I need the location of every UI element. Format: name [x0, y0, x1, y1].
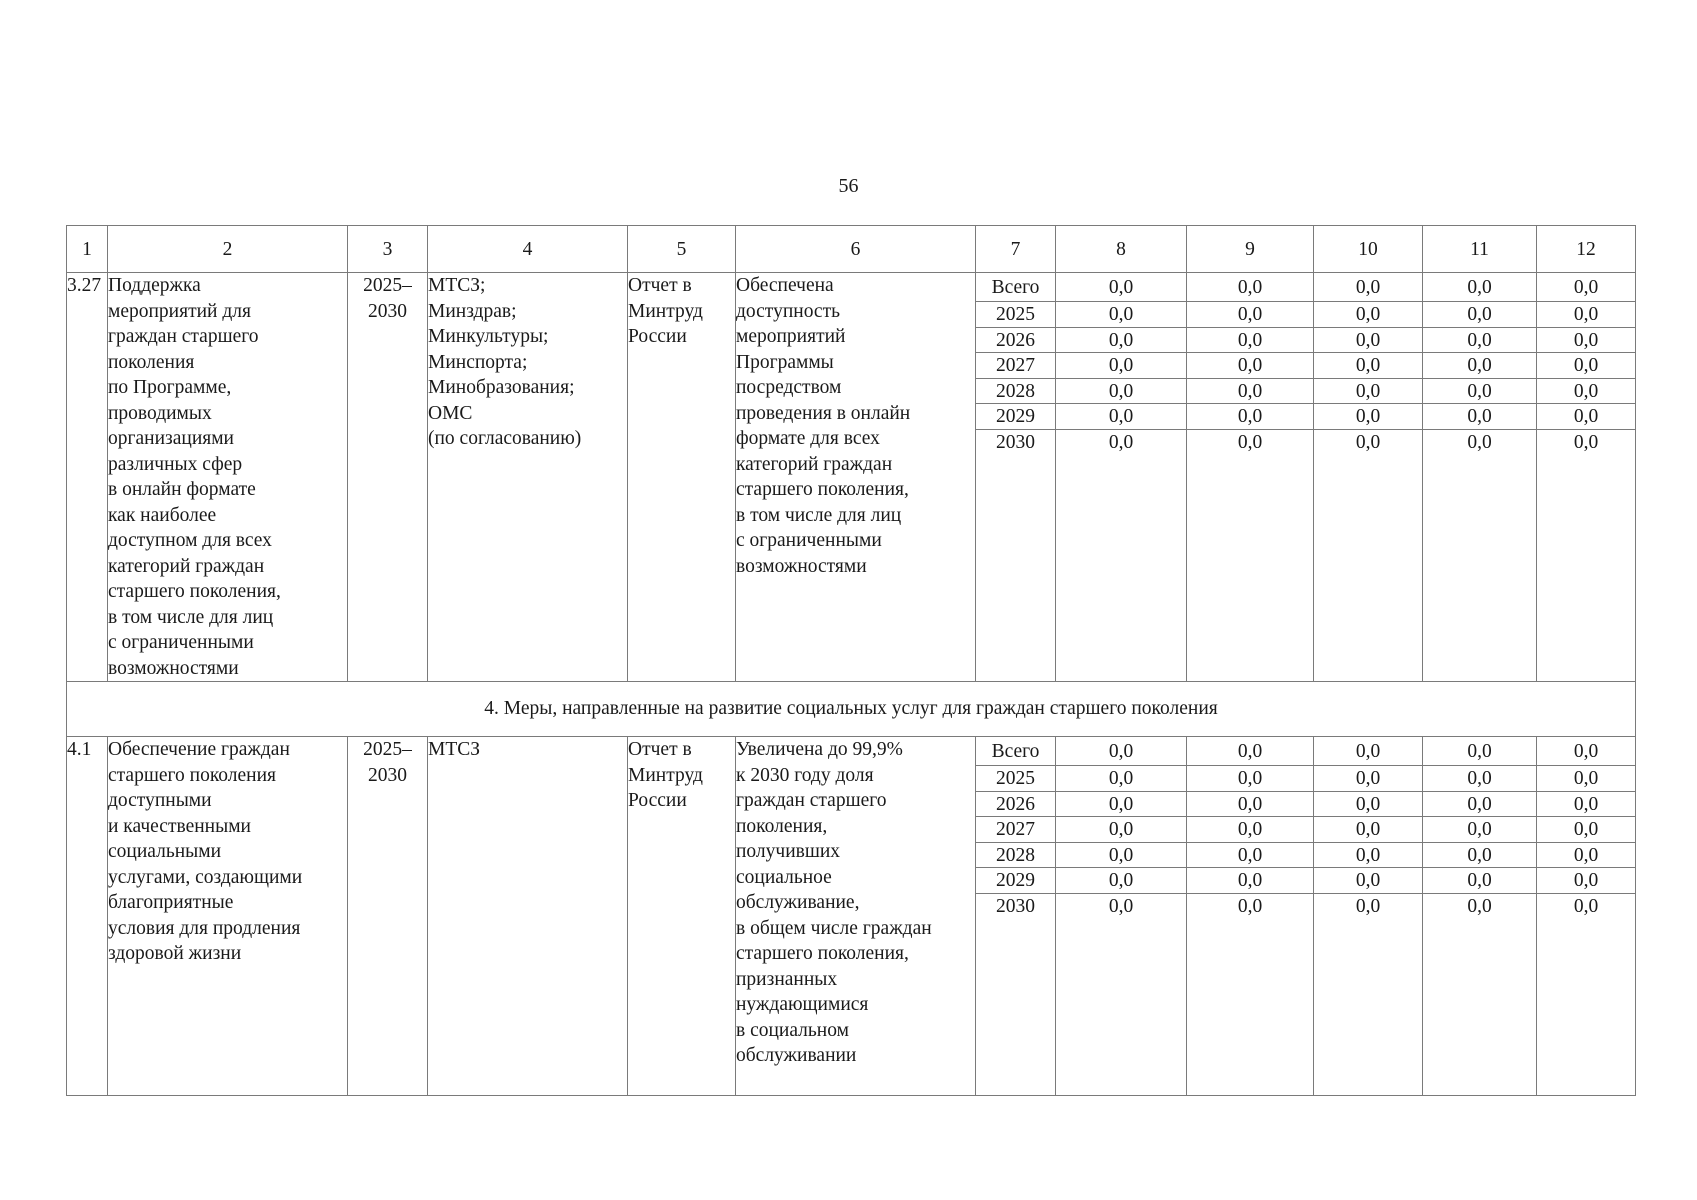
funding-value: 0,0 [1187, 737, 1313, 766]
funding-value: 0,0 [1187, 817, 1313, 843]
funding-cell [1314, 737, 1423, 1096]
funding-value: 0,0 [1187, 302, 1313, 328]
funding-cell [1537, 737, 1636, 1096]
funding-value: 0,0 [1537, 273, 1635, 302]
page-number: 56 [838, 175, 859, 197]
funding-cell [1187, 737, 1314, 1096]
funding-value: 0,0 [1314, 353, 1422, 379]
funding-value: 0,0 [1056, 404, 1186, 430]
funding-value: 0,0 [1537, 302, 1635, 328]
funding-value: 0,0 [1355, 895, 1381, 917]
funding-value: 0,0 [1056, 273, 1186, 302]
measure-id: 3.27 [67, 273, 108, 682]
year-labels-cell [976, 737, 1056, 1096]
column-number: 9 [1187, 226, 1314, 273]
funding-cell [1423, 737, 1537, 1096]
year-label: 2027 [976, 353, 1055, 379]
funding-value: 0,0 [1314, 302, 1422, 328]
funding-cell [1056, 273, 1187, 682]
funding-value: 0,0 [1423, 273, 1536, 302]
funding-value: 0,0 [1108, 895, 1134, 917]
funding-value: 0,0 [1056, 766, 1186, 792]
column-number: 10 [1314, 226, 1423, 273]
funding-value: 0,0 [1187, 766, 1313, 792]
year-label: 2028 [976, 379, 1055, 405]
measure-name: Обеспечение граждан старшего поколения доступными и качественными социальными услугами, создающими благоприятные условия для продления здоровой жизни [108, 737, 348, 1096]
funding-value: 0,0 [1537, 404, 1635, 430]
program-measures-table [66, 225, 1636, 1096]
measure-result: Обеспечена доступность мероприятий Программы посредством проведения в онлайн формате для всех категорий граждан старшего поколения, в том числе для лиц с ограниченными возможностями [736, 273, 976, 682]
measure-report: Отчет в Минтруд России [628, 737, 736, 1096]
measure-period: 2025– 2030 [348, 737, 428, 1096]
measure-id: 4.1 [67, 737, 108, 1096]
funding-value: 0,0 [1423, 766, 1536, 792]
measure-report: Отчет в Минтруд России [628, 273, 736, 682]
funding-value: 0,0 [1187, 353, 1313, 379]
column-number: 7 [976, 226, 1056, 273]
funding-cell [1056, 737, 1187, 1096]
funding-value: 0,0 [1314, 404, 1422, 430]
funding-value: 0,0 [1423, 737, 1536, 766]
funding-value: 0,0 [1537, 737, 1635, 766]
funding-value: 0,0 [1314, 328, 1422, 354]
column-number: 2 [108, 226, 348, 273]
funding-value: 0,0 [1423, 792, 1536, 818]
column-number: 12 [1537, 226, 1636, 273]
measure-executors: МТСЗ; Минздрав; Минкультуры; Минспорта; Минобразования; ОМС (по согласованию) [428, 273, 628, 682]
funding-value: 0,0 [1314, 766, 1422, 792]
year-label: 2029 [976, 404, 1055, 430]
funding-value: 0,0 [1537, 817, 1635, 843]
column-number: 3 [348, 226, 428, 273]
funding-value: 0,0 [1187, 868, 1313, 894]
funding-value: 0,0 [1187, 379, 1313, 405]
year-label: 2030 [996, 431, 1035, 453]
section-header-row [67, 682, 1636, 737]
funding-value: 0,0 [1537, 353, 1635, 379]
funding-value: 0,0 [1537, 379, 1635, 405]
column-number: 8 [1056, 226, 1187, 273]
funding-value: 0,0 [1573, 431, 1599, 453]
funding-value: 0,0 [1056, 302, 1186, 328]
funding-value: 0,0 [1573, 895, 1599, 917]
funding-cell [1537, 273, 1636, 682]
year-label: 2030 [996, 895, 1035, 917]
section-title: 4. Меры, направленные на развитие социальных услуг для граждан старшего поколения [67, 682, 1636, 737]
year-labels-cell [976, 273, 1056, 682]
funding-value: 0,0 [1056, 379, 1186, 405]
column-number: 11 [1423, 226, 1537, 273]
funding-value: 0,0 [1537, 328, 1635, 354]
table-row [67, 737, 1636, 1096]
funding-value: 0,0 [1187, 792, 1313, 818]
column-number-row [67, 226, 1636, 273]
year-label: 2027 [976, 817, 1055, 843]
funding-value: 0,0 [1108, 431, 1134, 453]
funding-value: 0,0 [1237, 895, 1263, 917]
funding-value: 0,0 [1187, 843, 1313, 869]
funding-value: 0,0 [1537, 792, 1635, 818]
funding-value: 0,0 [1314, 843, 1422, 869]
funding-value: 0,0 [1187, 328, 1313, 354]
funding-value: 0,0 [1537, 868, 1635, 894]
funding-value: 0,0 [1423, 868, 1536, 894]
funding-value: 0,0 [1423, 328, 1536, 354]
funding-value: 0,0 [1056, 817, 1186, 843]
table-row [67, 273, 1636, 682]
column-number: 5 [628, 226, 736, 273]
funding-value: 0,0 [1467, 431, 1492, 453]
measure-name: Поддержка мероприятий для граждан старшего поколения по Программе, проводимых организациями различных сфер в онлайн формате как наиболее доступном для всех категорий граждан старшего поколения, в том числе для лиц с ограниченными возможностями [108, 273, 348, 682]
year-label: 2025 [976, 302, 1055, 328]
column-number: 4 [428, 226, 628, 273]
funding-value: 0,0 [1314, 868, 1422, 894]
funding-value: 0,0 [1467, 895, 1492, 917]
year-label: Всего [976, 737, 1055, 766]
funding-value: 0,0 [1314, 737, 1422, 766]
measure-executors: МТСЗ [428, 737, 628, 1096]
funding-value: 0,0 [1056, 353, 1186, 379]
funding-value: 0,0 [1056, 843, 1186, 869]
funding-value: 0,0 [1314, 792, 1422, 818]
funding-value: 0,0 [1056, 737, 1186, 766]
funding-value: 0,0 [1237, 431, 1263, 453]
funding-value: 0,0 [1537, 766, 1635, 792]
funding-value: 0,0 [1423, 379, 1536, 405]
column-number: 6 [736, 226, 976, 273]
funding-value: 0,0 [1314, 273, 1422, 302]
year-label: 2028 [976, 843, 1055, 869]
funding-cell [1423, 273, 1537, 682]
funding-value: 0,0 [1423, 843, 1536, 869]
funding-value: 0,0 [1187, 404, 1313, 430]
funding-cell [1187, 273, 1314, 682]
funding-value: 0,0 [1423, 817, 1536, 843]
funding-value: 0,0 [1056, 868, 1186, 894]
year-label: 2025 [976, 766, 1055, 792]
year-label: 2029 [976, 868, 1055, 894]
funding-value: 0,0 [1056, 328, 1186, 354]
funding-value: 0,0 [1314, 817, 1422, 843]
year-label: 2026 [976, 328, 1055, 354]
funding-value: 0,0 [1187, 273, 1313, 302]
measure-result: Увеличена до 99,9% к 2030 году доля граждан старшего поколения, получивших социальное обслуживание, в общем числе граждан старшего поколения, признанных нуждающимися в социальном обслуживании [736, 737, 976, 1096]
funding-value: 0,0 [1314, 379, 1422, 405]
year-label: 2026 [976, 792, 1055, 818]
measure-period: 2025– 2030 [348, 273, 428, 682]
column-number: 1 [67, 226, 108, 273]
funding-value: 0,0 [1537, 843, 1635, 869]
funding-value: 0,0 [1423, 353, 1536, 379]
funding-value: 0,0 [1423, 404, 1536, 430]
funding-cell [1314, 273, 1423, 682]
funding-value: 0,0 [1056, 792, 1186, 818]
funding-value: 0,0 [1423, 302, 1536, 328]
funding-value: 0,0 [1355, 431, 1381, 453]
year-label: Всего [976, 273, 1055, 302]
